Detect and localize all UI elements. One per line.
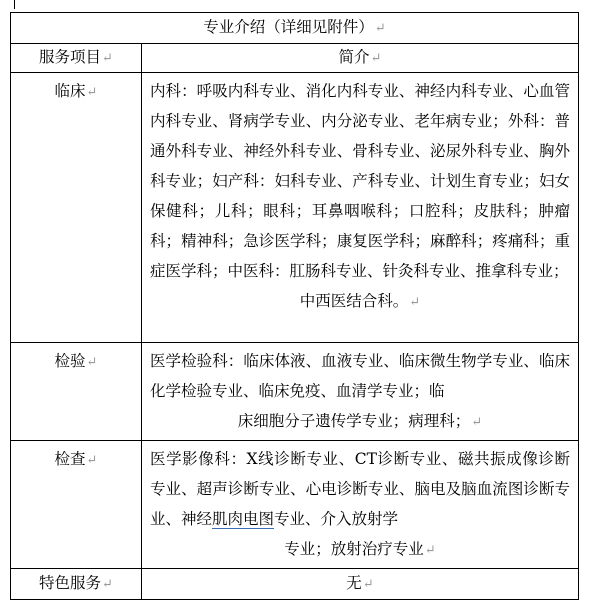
header-service-item <box>11 44 142 73</box>
category-lab <box>11 343 142 441</box>
description-text: 医学检验科：临床体液、血液专业、临床微生物学专业、临床化学检验专业、临床免疫、血清学专业；临 <box>150 352 571 400</box>
paragraph-mark-icon: ↵ <box>424 543 436 558</box>
paragraph-mark-icon: ↵ <box>102 577 113 592</box>
special-service-value-text: 无 <box>346 574 362 592</box>
title-row <box>11 13 579 44</box>
category-label: 检查 <box>54 450 86 468</box>
table-title: 专业介绍（详细见附件） <box>203 18 374 36</box>
description-exam <box>142 441 579 569</box>
description-lab <box>142 343 579 441</box>
paragraph-mark-icon: ↵ <box>362 577 374 592</box>
description-last-text: 床细胞分子遗传学专业；病理科； <box>237 412 471 430</box>
description-clinical <box>142 73 579 343</box>
header-service-item-label: 服务项目 <box>39 48 102 66</box>
description-last-line <box>150 286 570 318</box>
category-special-service <box>11 569 142 600</box>
paragraph-mark-icon: ↵ <box>471 415 483 430</box>
table-row <box>11 441 579 569</box>
paragraph-mark-icon: ↵ <box>102 51 113 66</box>
paragraph-mark-icon: ↵ <box>86 453 98 468</box>
category-exam <box>11 441 142 569</box>
description-text: 内科：呼吸内科专业、消化内科专业、神经内科专业、心血管内科专业、肾病学专业、内分泌专业、老年病专业；外科：普通外科专业、神经外科专业、骨科专业、泌尿外科专业、胸外科专业；妇产科：妇科专业、产科专业、计划生育专业；妇女保健科；儿科；眼科；耳鼻咽喉科；口腔科；皮肤科；肿瘤科；精神科；急诊医学科；康复医学科；麻醉科；疼痛科；重症医学科；中医科：肛肠科专业、针灸科专业、推拿科专业； <box>150 82 571 280</box>
paragraph-mark-icon: ↵ <box>370 51 382 66</box>
category-clinical <box>11 73 142 343</box>
paragraph-mark-icon: ↵ <box>374 21 386 36</box>
description-text: 医学影像科：X线诊断专业、CT诊断专业、磁共振成像诊断专业、超声诊断专业、心电诊断专业、脑电及脑血流图诊断专业、神经 <box>150 450 571 528</box>
description-last-line <box>150 406 570 438</box>
special-service-value <box>142 569 579 600</box>
category-label: 检验 <box>54 352 86 370</box>
description-last-text: 中西医结合科。 <box>299 292 409 310</box>
description-underlined-text: 肌肉电图 <box>212 510 275 528</box>
table-title-cell <box>11 13 579 44</box>
table-row <box>11 343 579 441</box>
text-cursor <box>14 0 15 9</box>
header-row <box>11 44 579 73</box>
paragraph-mark-icon: ↵ <box>86 85 98 100</box>
paragraph-mark-icon: ↵ <box>409 295 421 310</box>
paragraph-mark-icon: ↵ <box>86 355 98 370</box>
specialty-table <box>10 12 579 600</box>
category-label: 特色服务 <box>39 574 102 592</box>
description-last-text: 专业；放射治疗专业 <box>284 540 424 558</box>
category-label: 临床 <box>54 82 86 100</box>
description-text-cont: 专业、介入放射学 <box>274 510 399 528</box>
table-row <box>11 569 579 600</box>
header-intro <box>142 44 579 73</box>
header-intro-label: 简介 <box>338 48 370 66</box>
description-last-line <box>150 534 570 566</box>
table-row <box>11 73 579 343</box>
